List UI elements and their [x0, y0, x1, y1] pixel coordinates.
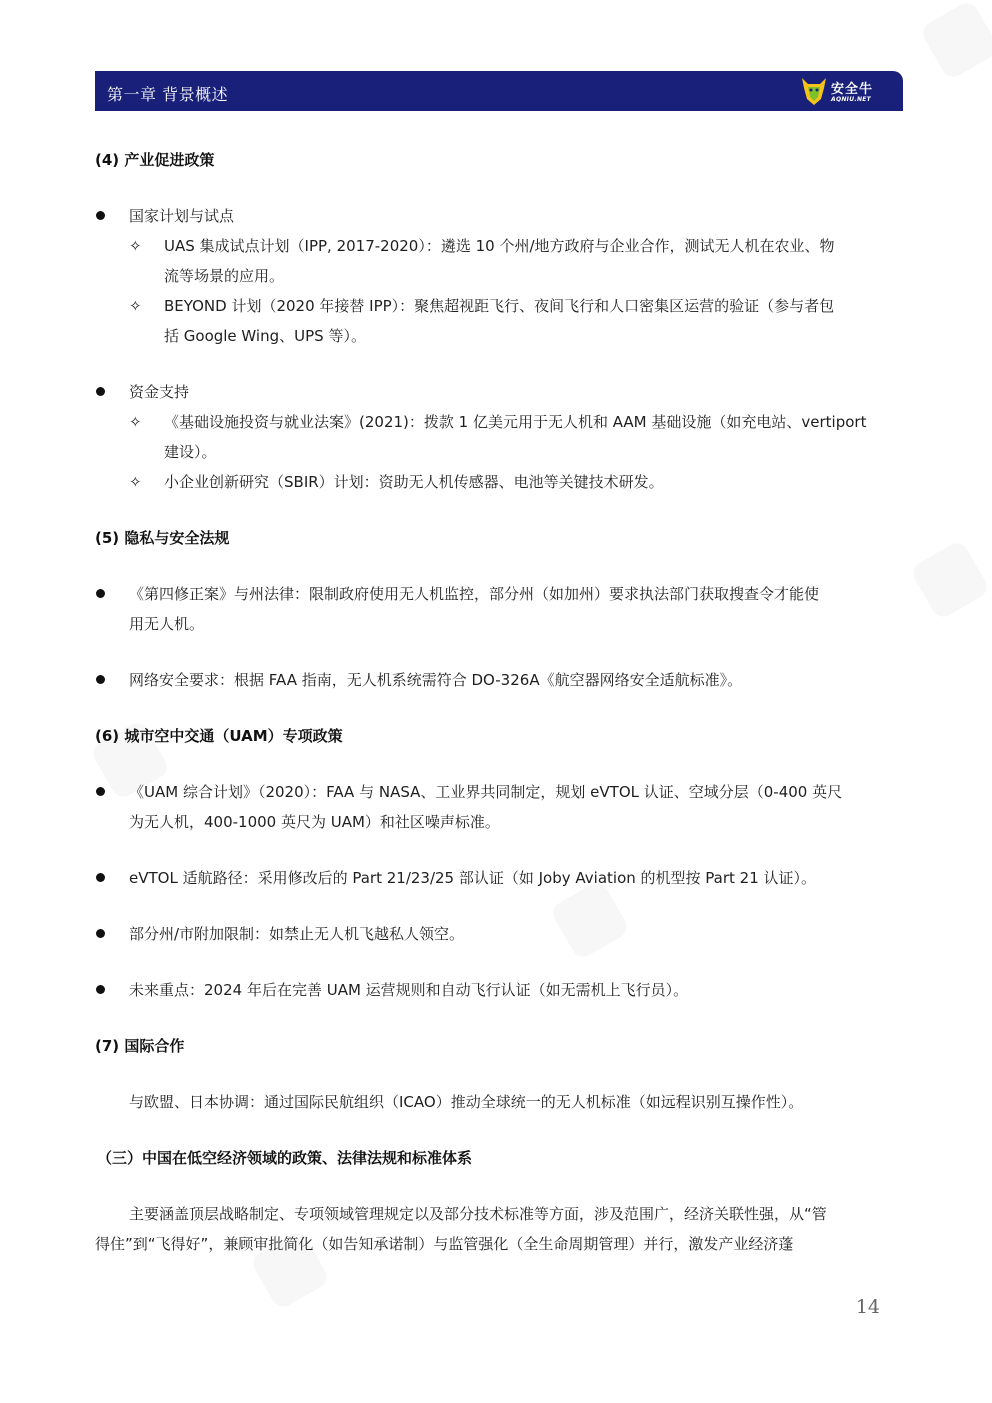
list-item: 未来重点：2024 年后在完善 UAM 运营规则和自动飞行认证（如无需机上飞行员）。 — [129, 981, 689, 999]
list-bullet — [96, 675, 105, 684]
sub-item-text: BEYOND 计划（2020 年接替 IPP）：聚焦超视距飞行、夜间飞行和人口密集区运营的验证（参与者包 — [164, 297, 835, 315]
list-item: 《第四修正案》与州法律：限制政府使用无人机监控，部分州（如加州）要求执法部门获取搜查令才能使 — [129, 585, 820, 603]
diamond-bullet-icon: ✧ — [129, 413, 142, 431]
watermark-logo — [909, 539, 991, 621]
diamond-bullet-icon: ✧ — [129, 237, 142, 255]
list-bullet — [96, 985, 105, 994]
list-bullet — [96, 387, 105, 396]
list-item: 资金支持 — [129, 383, 190, 401]
diamond-bullet-icon: ✧ — [129, 297, 142, 315]
list-item: 网络安全要求：根据 FAA 指南，无人机系统需符合 DO-326A《航空器网络安全适航标准》。 — [129, 671, 743, 689]
sub-item-text: 建设）。 — [164, 443, 217, 461]
list-bullet — [96, 211, 105, 220]
list-bullet — [96, 929, 105, 938]
logo-subtext: AQNIU.NET — [831, 96, 872, 103]
sub-item-text: 小企业创新研究（SBIR）计划：资助无人机传感器、电池等关键技术研发。 — [164, 473, 664, 491]
watermark-logo — [919, 0, 992, 81]
paragraph: 与欧盟、日本协调：通过国际民航组织（ICAO）推动全球统一的无人机标准（如远程识别互操作性）。 — [129, 1093, 804, 1111]
list-bullet — [96, 589, 105, 598]
page-number: 14 — [855, 1296, 880, 1318]
bull-head-icon — [799, 75, 829, 107]
paragraph: 主要涵盖顶层战略制定、专项领域管理规定以及部分技术标准等方面，涉及范围广，经济关联性强，从“管 — [129, 1205, 827, 1223]
section-heading: (5) 隐私与安全法规 — [95, 529, 230, 547]
list-item: 国家计划与试点 — [129, 207, 235, 225]
list-item: eVTOL 适航路径：采用修改后的 Part 21/23/25 部认证（如 Joby Aviation 的机型按 Part 21 认证）。 — [129, 869, 817, 887]
sub-item-text: 括 Google Wing、UPS 等）。 — [164, 327, 366, 345]
section-heading: (4) 产业促进政策 — [95, 151, 215, 169]
chapter-header — [95, 71, 903, 111]
section-heading: (7) 国际合作 — [95, 1037, 185, 1055]
list-item: 《UAM 综合计划》（2020）：FAA 与 NASA、工业界共同制定，规划 eVTOL 认证、空域分层（0-400 英尺 — [129, 783, 843, 801]
list-item: 部分州/市附加限制：如禁止无人机飞越私人领空。 — [129, 925, 465, 943]
sub-item-text: UAS 集成试点计划（IPP, 2017-2020）：遴选 10 个州/地方政府与企业合作，测试无人机在农业、物 — [164, 237, 835, 255]
diamond-bullet-icon: ✧ — [129, 473, 142, 491]
list-item: 为无人机，400-1000 英尺为 UAM）和社区噪声标准。 — [129, 813, 500, 831]
section-heading: (6) 城市空中交通（UAM）专项政策 — [95, 727, 343, 745]
sub-item-text: 《基础设施投资与就业法案》(2021)：拨款 1 亿美元用于无人机和 AAM 基础设施（如充电站、vertiport — [164, 413, 867, 431]
list-bullet — [96, 873, 105, 882]
chapter-title: 第一章 背景概述 — [107, 85, 229, 104]
brand-logo — [799, 75, 873, 107]
section-heading: （三）中国在低空经济领域的政策、法律法规和标准体系 — [97, 1149, 473, 1167]
logo-text: 安全牛 — [831, 82, 874, 97]
paragraph: 得住”到“飞得好”，兼顾审批简化（如告知承诺制）与监管强化（全生命周期管理）并行，激发产业经济蓬 — [95, 1235, 794, 1253]
list-item: 用无人机。 — [129, 615, 205, 633]
sub-item-text: 流等场景的应用。 — [164, 267, 285, 285]
list-bullet — [96, 787, 105, 796]
